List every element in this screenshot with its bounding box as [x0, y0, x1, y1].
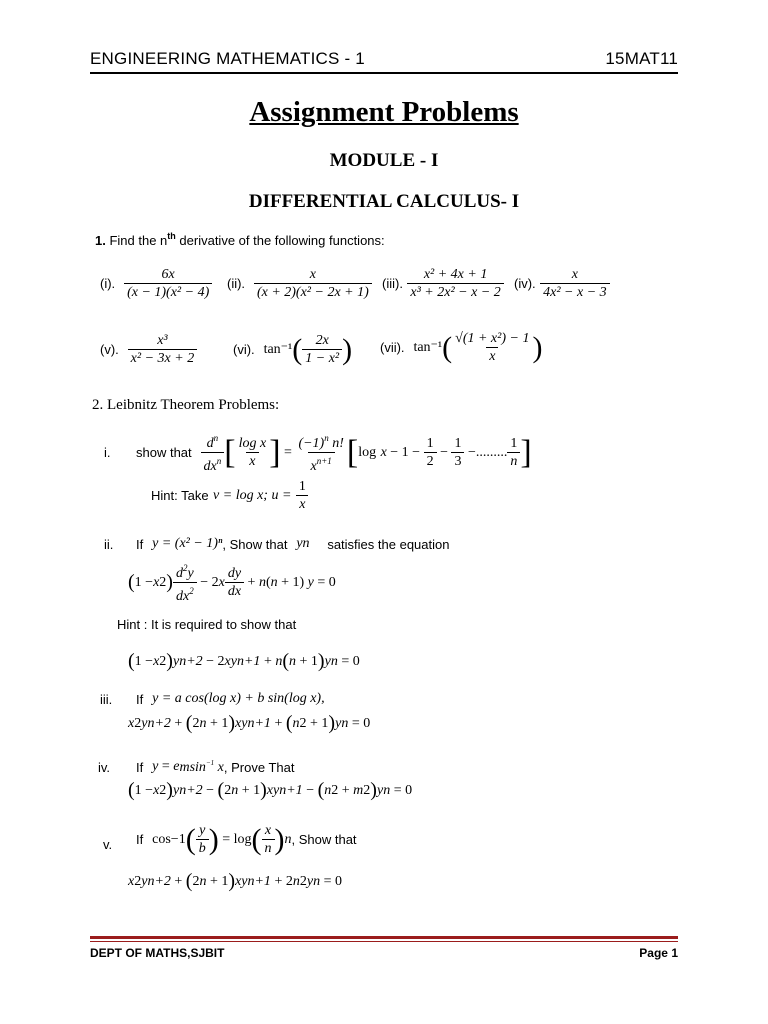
denominator: x² − 3x + 2	[128, 349, 198, 367]
header-left: ENGINEERING MATHEMATICS - 1	[90, 49, 365, 68]
arctan-prefix: tan⁻¹	[413, 340, 443, 355]
fraction: $\frac{1}{x}$	[296, 478, 309, 513]
q1-item-ii	[227, 266, 372, 301]
fraction: $\frac{(-1)^n n!}{x^{n+1}}$	[298, 433, 344, 474]
fraction: $\frac{y}{b}$	[196, 822, 209, 857]
footer-rule	[90, 936, 678, 939]
numerator: x	[309, 267, 316, 282]
q2-v-equation: x 2 y n+2 + ( 2 n + 1 ) xy n+1 + 2 n 2 y n = 0	[128, 870, 342, 892]
q2-ii-equation: ( 1 − x 2 ) $\frac{d^2y}{dx^2}$ − 2 x $\frac{dy}{dx}$ + n ( n + 1) y = 0	[128, 560, 336, 605]
q1-item-v	[100, 332, 197, 367]
paren-close: )	[532, 330, 543, 364]
fraction: $\frac{d^2y}{dx^2}$	[173, 560, 197, 605]
q1-item-i	[100, 266, 212, 301]
if-text: If	[136, 536, 144, 552]
item-label: iv.	[98, 760, 111, 775]
question-text: Find the n	[109, 233, 168, 248]
item-label: v.	[103, 837, 113, 852]
numerator: x² + 4x + 1	[423, 267, 488, 282]
question-2-heading: 2. Leibnitz Theorem Problems:	[92, 397, 280, 413]
superscript: th	[167, 231, 176, 241]
if-text: If	[136, 691, 144, 707]
fraction	[407, 266, 503, 301]
satisfies-text: satisfies the equation	[327, 536, 450, 552]
fraction	[302, 332, 342, 367]
item-label: iii.	[100, 692, 113, 707]
numerator: x³	[157, 333, 168, 348]
footer-left: DEPT OF MATHS,SJBIT	[90, 946, 225, 960]
show-that-text: show that	[136, 445, 192, 460]
denominator: 4x² − x − 3	[540, 283, 610, 301]
numerator: √(1 + x²) − 1	[455, 331, 530, 346]
q1-item-vii	[380, 330, 542, 365]
hint-text: Hint: Take	[151, 488, 209, 503]
item-label: (i).	[100, 276, 116, 291]
bracket-open: [	[346, 433, 359, 471]
item-label: (vi).	[233, 342, 255, 357]
fraction	[128, 332, 198, 367]
fraction	[452, 330, 532, 365]
q2-iv-statement: If y = e msin$^{-1}$ x , Prove That	[136, 758, 295, 775]
question-text-rest: derivative of the following functions:	[175, 233, 385, 248]
fraction: $\frac{\text{log x}}{x}$	[238, 436, 267, 469]
numerator: 2x	[315, 333, 329, 348]
numerator: 6x	[161, 267, 175, 282]
q2-i-statement: show that $\frac{d^n}{dx^n}$ [ $\frac{\text{log x}}{x}$ ] = $\frac{(-1)^n n!}{x^{n+1}}$ [ log x − 1 − $\frac{1}{2}$ − $\frac{1}{3}$ −......... $\frac{1}{n}$ ]	[136, 430, 532, 475]
item-label: (ii).	[227, 276, 246, 291]
item-label: (v).	[100, 342, 119, 357]
fraction	[254, 266, 372, 301]
paren-open: (	[442, 330, 453, 364]
fraction: $\frac{x}{n}$	[262, 822, 275, 857]
if-text: If	[136, 759, 144, 775]
denominator: 1 − x²	[302, 349, 342, 367]
paren-close: )	[342, 332, 353, 366]
bracket-close: ]	[269, 433, 281, 471]
item-label: (iii).	[382, 276, 403, 291]
function-expression: y = (x² − 1)ⁿ	[152, 536, 223, 551]
q2-iv-equation: ( 1 − x 2 ) y n+2 − ( 2 n + 1 ) xy n+1 − ( n 2 + m 2 ) y n = 0	[128, 779, 413, 801]
paren-open: (	[292, 332, 303, 366]
show-that-text: , Show that	[291, 832, 357, 847]
footer-rule-thin	[90, 941, 678, 942]
item-label: (iv).	[514, 276, 536, 291]
q2-ii-hint-equation: ( 1 − x 2 ) y n+2 − 2 xy n+1 + n ( n + 1 ) y n = 0	[128, 650, 360, 672]
show-that-text: , Show that	[222, 536, 288, 552]
fraction: $\frac{1}{n}$	[507, 435, 520, 470]
prove-that-text: , Prove That	[223, 759, 295, 775]
topic-heading: DIFFERENTIAL CALCULUS- I	[248, 191, 520, 212]
yn-symbol: yn	[296, 536, 310, 551]
fraction	[540, 266, 610, 301]
footer-right: Page 1	[639, 946, 678, 960]
q1-item-iii	[382, 266, 504, 301]
derivative-operator: $\frac{d^n}{dx^n}$	[201, 430, 225, 475]
q2-iii-statement	[136, 690, 325, 708]
item-label: (vii).	[380, 340, 405, 355]
if-text: If	[136, 832, 144, 847]
header-rule	[90, 72, 678, 74]
page-title: Assignment Problems	[249, 96, 519, 128]
fraction	[124, 266, 212, 301]
header-right: 15MAT11	[605, 49, 678, 68]
item-label: ii.	[104, 537, 114, 552]
q2-ii-statement	[136, 535, 449, 553]
denominator: x³ + 2x² − x − 2	[407, 283, 503, 301]
numerator: x	[571, 267, 578, 282]
q2-iii-equation: x 2 y n+2 + ( 2 n + 1 ) xy n+1 + ( n 2 + 1 ) y n = 0	[128, 712, 371, 734]
question-number: 1.	[95, 233, 106, 248]
denominator: (x + 2)(x² − 2x + 1)	[254, 283, 372, 301]
q2-v-statement: If cos −1 ( $\frac{y}{b}$ ) = log ( $\frac{x}{n}$ ) n , Show that	[136, 822, 357, 856]
fraction: $\frac{1}{3}$	[451, 435, 464, 470]
fraction: $\frac{1}{2}$	[424, 435, 437, 470]
q1-item-vi	[233, 332, 352, 367]
fraction: $\frac{dy}{dx}$	[225, 565, 244, 600]
bracket-open: [	[224, 433, 236, 471]
denominator: (x − 1)(x² − 4)	[124, 283, 212, 301]
module-heading: MODULE - I	[329, 150, 439, 171]
denominator: x	[486, 347, 498, 365]
q1-item-iv	[514, 266, 610, 301]
hint-expression: v = log x; u =	[213, 487, 292, 503]
question-1	[95, 231, 385, 248]
q2-ii-hint: Hint : It is required to show that	[117, 617, 297, 632]
item-label: i.	[104, 445, 111, 460]
q2-i-hint	[151, 478, 309, 513]
bracket-close: ]	[520, 433, 532, 471]
function-expression: y = a cos(log x) + b sin(log x),	[152, 691, 325, 706]
arctan-prefix: tan⁻¹	[263, 342, 293, 357]
